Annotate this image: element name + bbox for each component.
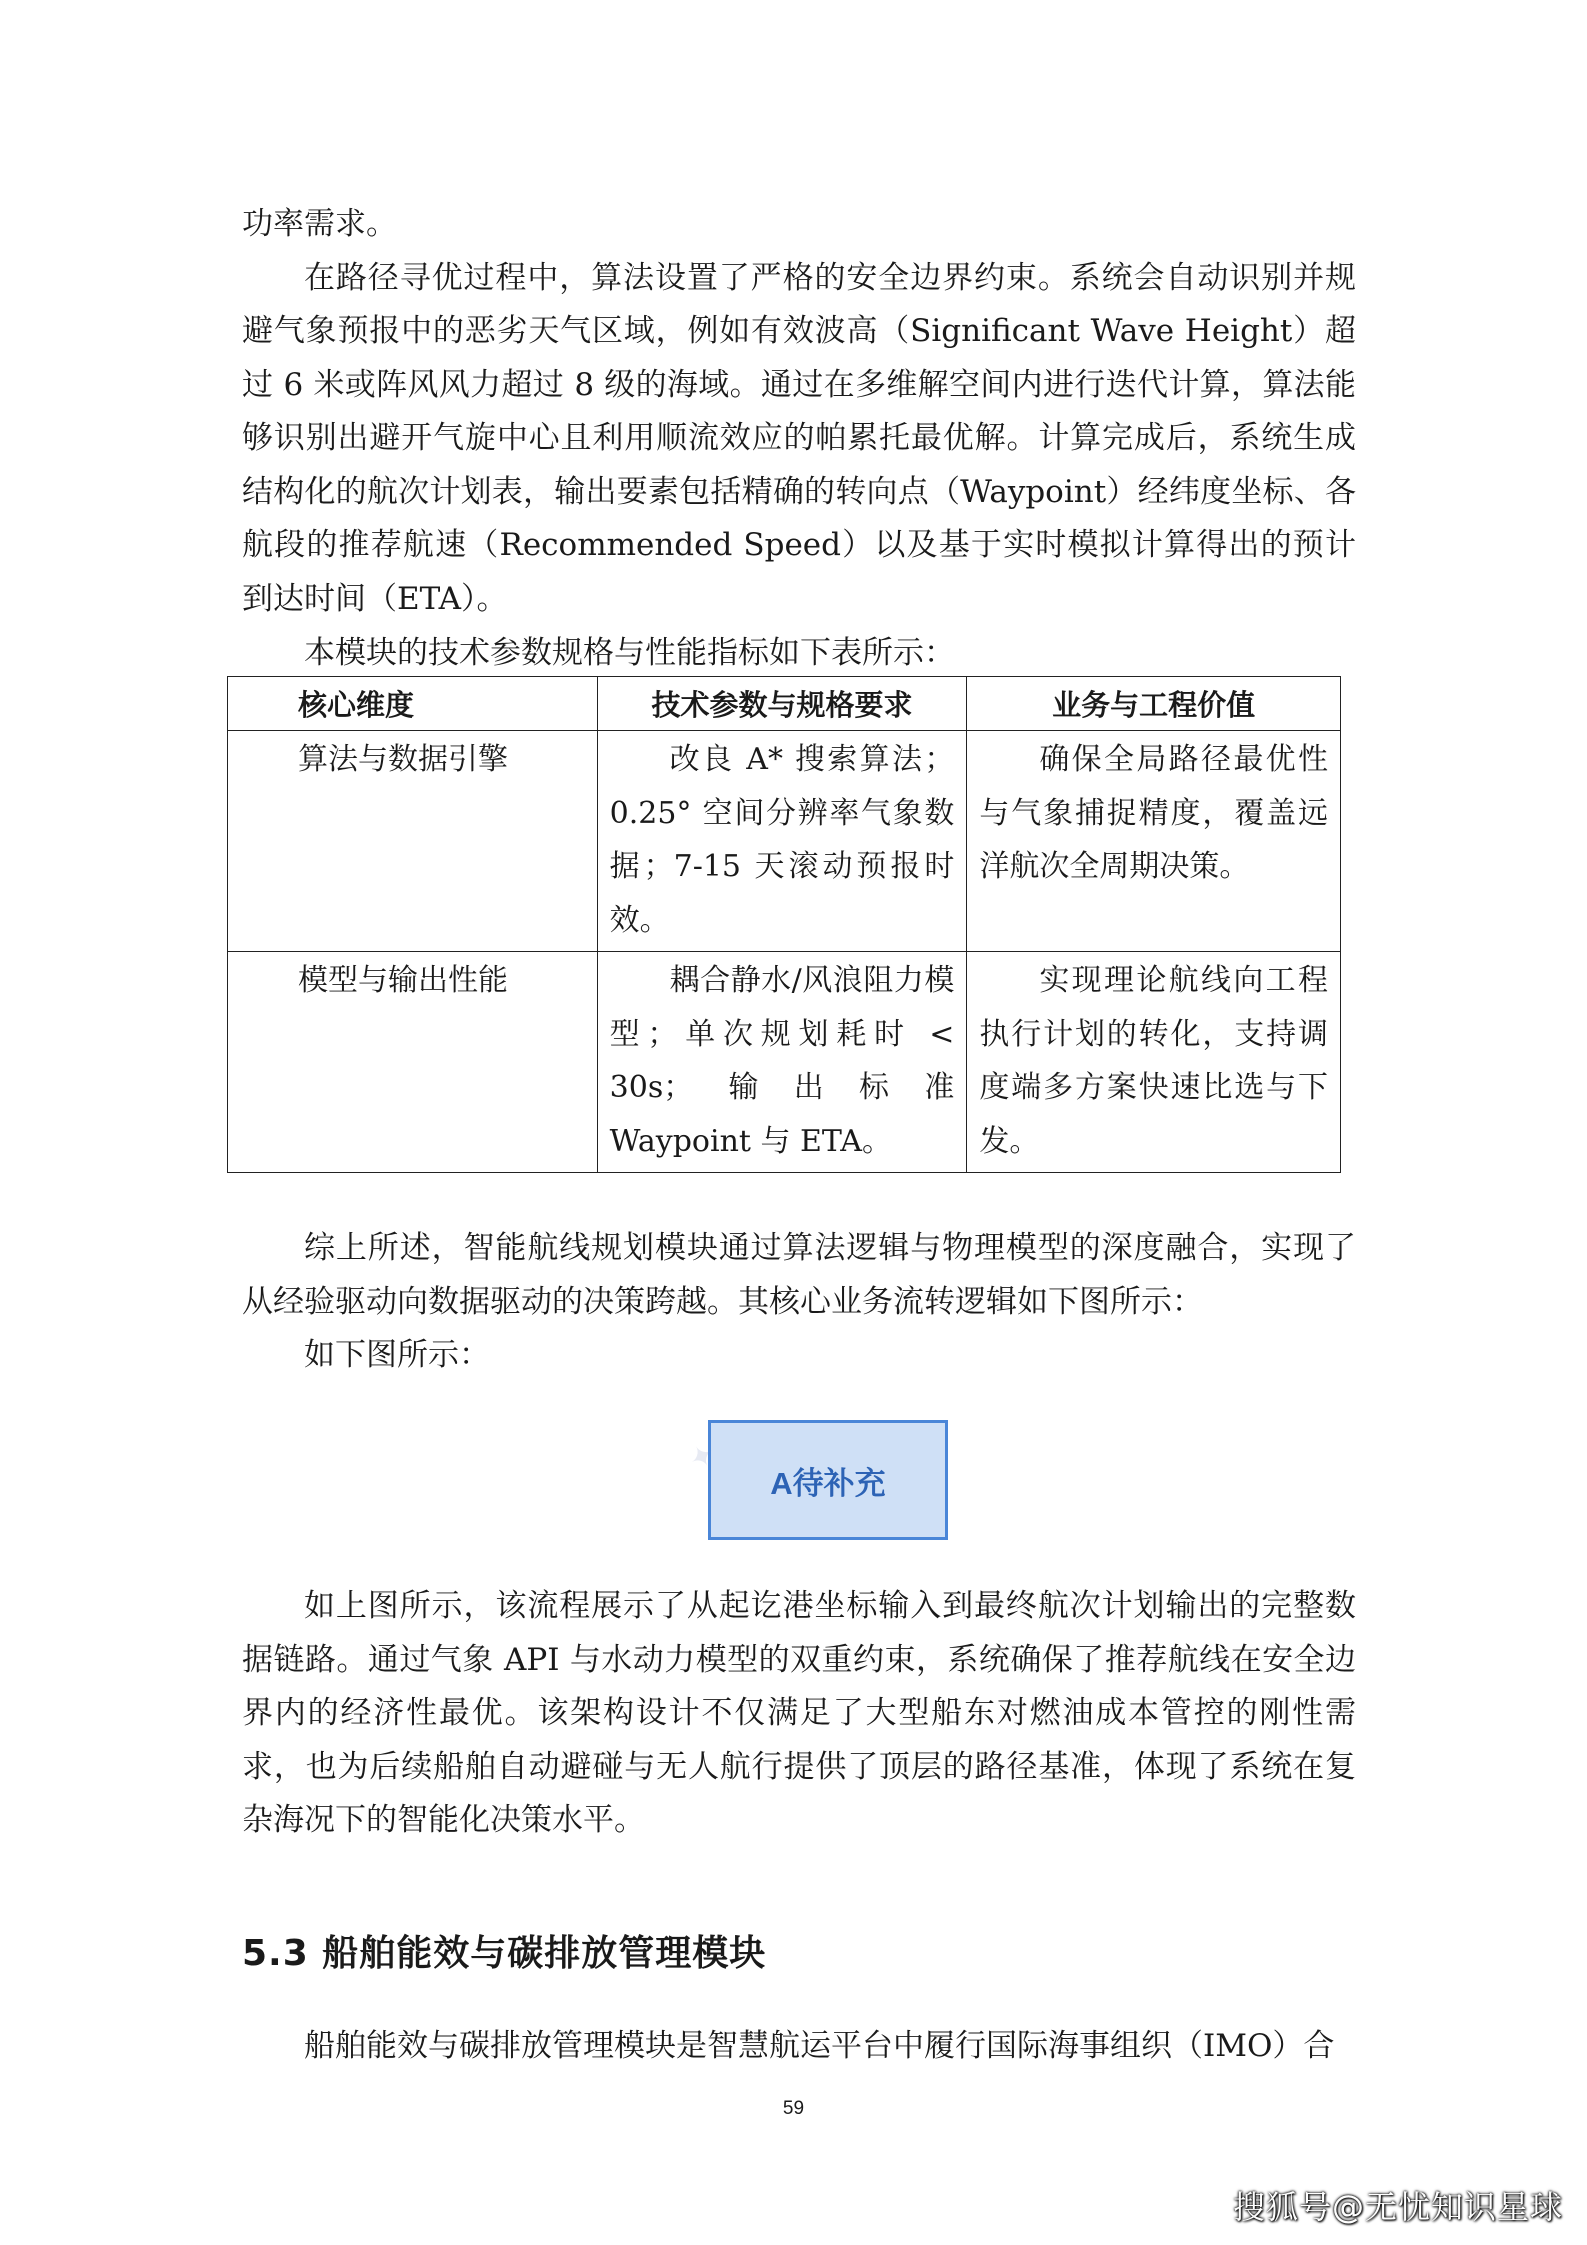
paragraph: 功率需求。 xyxy=(242,206,397,242)
table-cell: 改良 A* 搜索算法；0.25° 空间分辨率气象数据；7-15 天滚动预报时效。 xyxy=(597,731,967,952)
body-text-after-figure xyxy=(242,1580,1356,1848)
source-watermark: 搜狐号@无忧知识星球 xyxy=(1232,2188,1563,2226)
paragraph: 船舶能效与碳排放管理模块是智慧航运平台中履行国际海事组织（IMO）合 xyxy=(304,2028,1335,2064)
faint-watermark: ✦ xyxy=(683,1436,722,1479)
section-heading: 5.3 船舶能效与碳排放管理模块 xyxy=(242,1933,767,1974)
paragraph: 如上图所示，该流程展示了从起讫港坐标输入到最终航次计划输出的完整数据链路。通过气象 API 与水动力模型的双重约束，系统确保了推荐航线在安全边界内的经济性最优。该架构设计不仅满足了大型船东对燃油成本管控的刚性需求，也为后续船舶自动避碰与无人航行提供了顶层的路径基准，体现了系统在复杂海况下的智能化决策水平。 xyxy=(242,1588,1356,1838)
body-text-top xyxy=(242,198,1356,626)
table-row xyxy=(228,731,1341,952)
table-cell: 确保全局路径最优性与气象捕捉精度，覆盖远洋航次全周期决策。 xyxy=(967,731,1341,952)
table-header-cell: 业务与工程价值 xyxy=(967,677,1341,731)
figure-lead: 如下图所示： xyxy=(304,1337,490,1373)
table-cell: 实现理论航线向工程执行计划的转化，支持调度端多方案快速比选与下发。 xyxy=(967,952,1341,1173)
table-intro: 本模块的技术参数规格与性能指标如下表所示： xyxy=(304,635,955,671)
body-text-section xyxy=(242,2020,1356,2074)
body-text-summary xyxy=(242,1222,1356,1329)
paragraph: 在路径寻优过程中，算法设置了严格的安全边界约束。系统会自动识别并规避气象预报中的恶劣天气区域，例如有效波高（Significant Wave Height）超过 6 米或阵风风力超过 8 级的海域。通过在多维解空间内进行迭代计算，算法能够识别出避开气旋中心且利用顺流效应的帕累托最优解。计算完成后，系统生成结构化的航次计划表，输出要素包括精确的转向点（Waypoint）经纬度坐标、各航段的推荐航速（Recommended Speed）以及基于实时模拟计算得出的预计到达时间（ETA）。 xyxy=(242,259,1356,617)
page-number: 59 xyxy=(782,2098,805,2119)
table-header-row xyxy=(228,677,1341,731)
table-cell: 算法与数据引擎 xyxy=(228,731,598,952)
paragraph: 综上所述，智能航线规划模块通过算法逻辑与物理模型的深度融合，实现了从经验驱动向数据驱动的决策跨越。其核心业务流转逻辑如下图所示： xyxy=(242,1230,1356,1320)
table-cell: 模型与输出性能 xyxy=(228,952,598,1173)
table-header-cell: 技术参数与规格要求 xyxy=(597,677,967,731)
table-row xyxy=(228,952,1341,1173)
figure-placeholder xyxy=(708,1420,948,1540)
figure-placeholder-label: A待补充 xyxy=(770,1465,886,1501)
table-cell: 耦合静水/风浪阻力模型；单次规划耗时 < 30s；输出标准 Waypoint 与 ETA。 xyxy=(597,952,967,1173)
spec-table xyxy=(227,676,1341,1173)
table-header-cell: 核心维度 xyxy=(228,677,598,731)
